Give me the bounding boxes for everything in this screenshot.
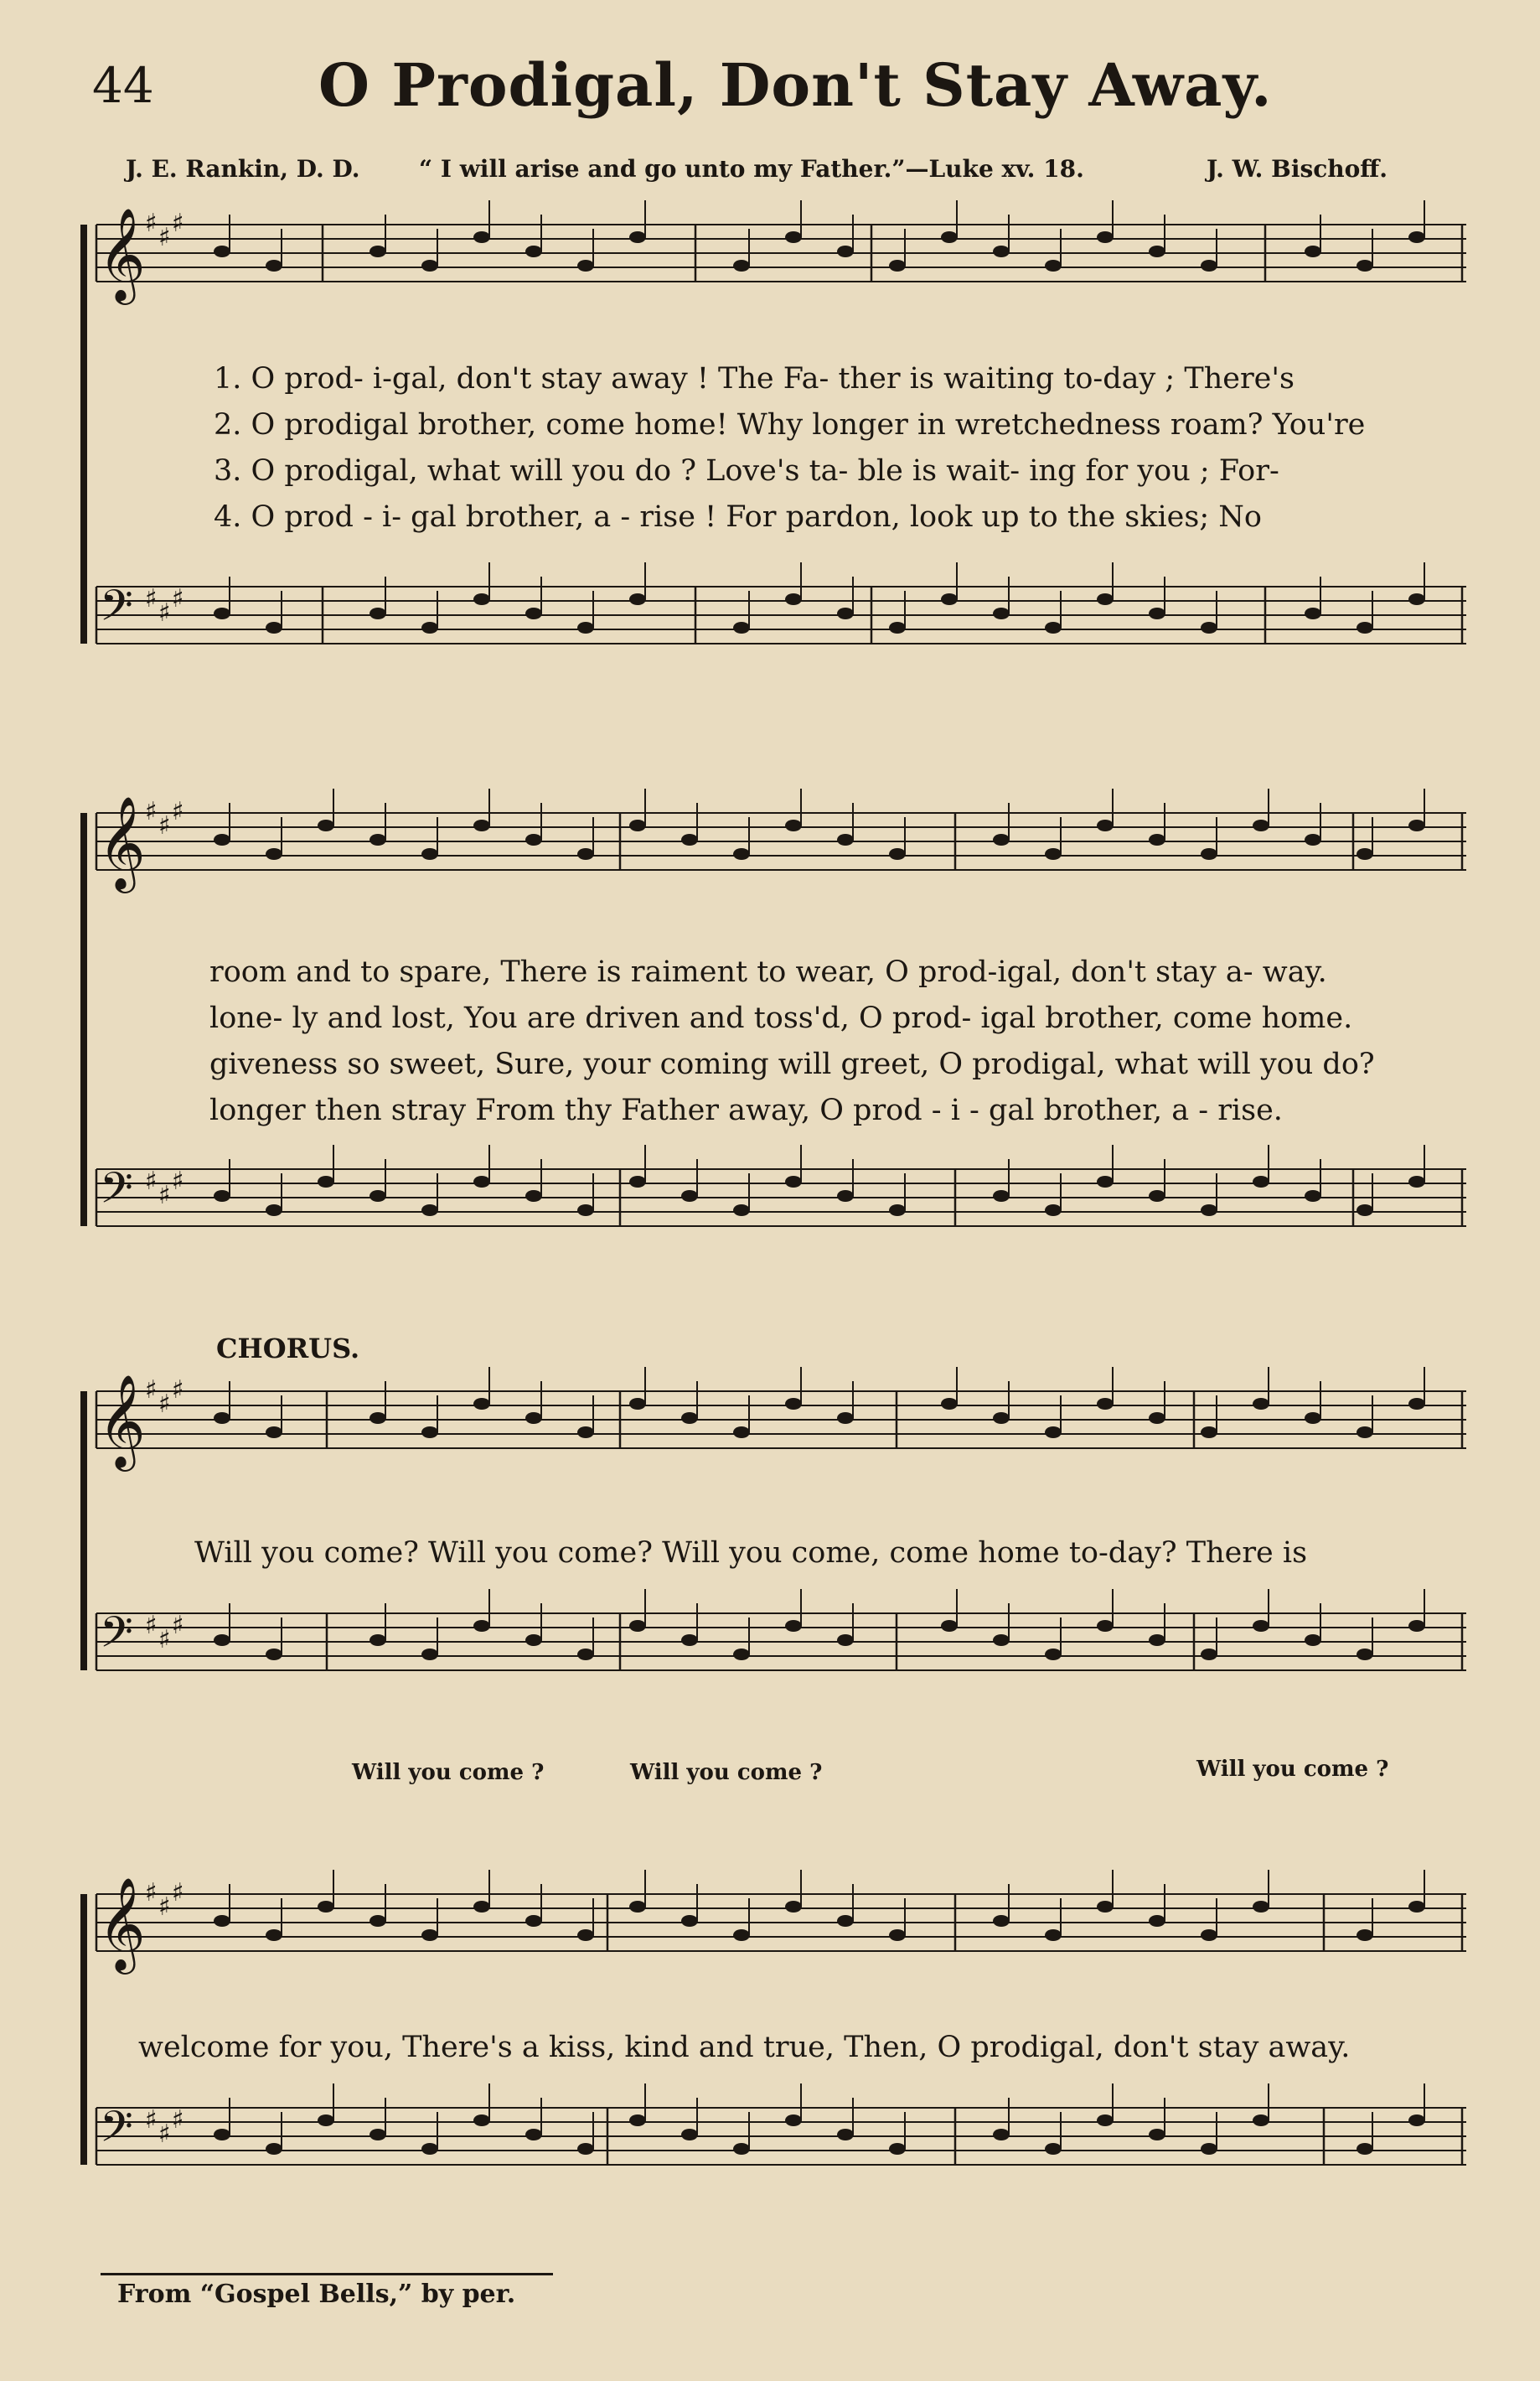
sharp-icon: ♯ (158, 1181, 171, 1210)
treble-clef-icon: 𝄞 (98, 1876, 146, 1970)
note-head (1253, 1620, 1269, 1632)
treble-clef-icon: 𝄞 (98, 795, 146, 889)
note-head (889, 1929, 906, 1941)
sharp-icon: ♯ (145, 2105, 158, 2135)
note-head (837, 2129, 854, 2140)
note-head (577, 1649, 594, 1660)
note-head (993, 608, 1010, 619)
sharp-icon: ♯ (158, 598, 171, 628)
note-head (629, 593, 646, 605)
note-head (577, 1204, 594, 1216)
note-head (993, 1915, 1010, 1927)
note-head (1253, 2114, 1269, 2126)
bass-clef-icon: 𝄢 (100, 580, 133, 641)
note-head (889, 260, 906, 272)
note-head (266, 1204, 282, 1216)
note-head (1305, 834, 1321, 846)
source-note: From “Gospel Bells,” by per. (117, 2280, 516, 2309)
note-head (214, 1634, 230, 1646)
note-head (1357, 260, 1373, 272)
note-head (421, 1649, 438, 1660)
verse-line: 1. O prod- i-gal, don't stay away ! The Fa- ther is waiting to-day ; There's (214, 362, 1295, 396)
note-head (733, 1929, 750, 1941)
note-head (1357, 1426, 1373, 1438)
note-head (369, 834, 386, 846)
note-head (1357, 1649, 1373, 1660)
note-head (369, 608, 386, 619)
note-head (369, 246, 386, 257)
note-head (1305, 1634, 1321, 1646)
note-head (837, 608, 854, 619)
note-head (785, 593, 802, 605)
note-head (941, 593, 958, 605)
note-head (1357, 2143, 1373, 2155)
note-head (681, 1412, 698, 1424)
note-head (473, 1176, 490, 1188)
note-head (837, 1190, 854, 1202)
note-head (785, 2114, 802, 2126)
note-head (1408, 1398, 1425, 1410)
note-head (785, 1176, 802, 1188)
hymn-title: O Prodigal, Don't Stay Away. (318, 50, 1273, 120)
note-head (318, 820, 334, 831)
sharp-icon: ♯ (158, 223, 171, 252)
note-head (318, 2114, 334, 2126)
note-head (421, 848, 438, 860)
note-head (1045, 848, 1062, 860)
note-head (421, 1426, 438, 1438)
note-head (1253, 820, 1269, 831)
note-head (1201, 1649, 1217, 1660)
note-head (1097, 231, 1114, 243)
note-head (1305, 246, 1321, 257)
note-head (733, 622, 750, 634)
note-head (577, 848, 594, 860)
note-head (1045, 1204, 1062, 1216)
note-head (473, 231, 490, 243)
note-head (1045, 1426, 1062, 1438)
note-head (1097, 1176, 1114, 1188)
sharp-icon: ♯ (145, 1167, 158, 1196)
note-head (941, 1398, 958, 1410)
lyricist-credit: J. E. Rankin, D. D. (126, 155, 360, 183)
note-head (733, 2143, 750, 2155)
note-head (629, 1620, 646, 1632)
note-head (1045, 1929, 1062, 1941)
note-head (837, 246, 854, 257)
note-head (1201, 1929, 1217, 1941)
note-head (525, 1412, 542, 1424)
note-head (369, 1412, 386, 1424)
note-head (1408, 2114, 1425, 2126)
note-head (525, 1915, 542, 1927)
note-head (421, 1204, 438, 1216)
note-head (1097, 2114, 1114, 2126)
note-head (1357, 1204, 1373, 1216)
sharp-icon: ♯ (158, 1892, 171, 1922)
note-head (1097, 1398, 1114, 1410)
note-head (629, 1398, 646, 1410)
note-head (681, 1190, 698, 1202)
note-head (214, 1190, 230, 1202)
note-head (577, 1929, 594, 1941)
note-head (1253, 1176, 1269, 1188)
sharp-icon: ♯ (145, 1878, 158, 1907)
sharp-icon: ♯ (172, 584, 184, 613)
note-head (993, 834, 1010, 846)
sharp-icon: ♯ (145, 1611, 158, 1640)
note-head (473, 2114, 490, 2126)
note-head (629, 820, 646, 831)
note-head (1149, 1412, 1165, 1424)
note-head (525, 1190, 542, 1202)
note-head (681, 2129, 698, 2140)
note-head (266, 848, 282, 860)
note-head (1097, 820, 1114, 831)
note-head (1097, 1901, 1114, 1913)
note-head (1201, 1426, 1217, 1438)
note-head (1149, 834, 1165, 846)
bass-clef-icon: 𝄢 (100, 2101, 133, 2162)
note-head (1305, 1190, 1321, 1202)
treble-clef-icon: 𝄞 (98, 207, 146, 301)
note-head (1201, 1204, 1217, 1216)
note-head (266, 1929, 282, 1941)
note-head (1045, 622, 1062, 634)
note-head (993, 1634, 1010, 1646)
sharp-icon: ♯ (172, 209, 184, 238)
note-head (785, 1620, 802, 1632)
note-head (1357, 848, 1373, 860)
note-head (1357, 622, 1373, 634)
note-head (837, 1915, 854, 1927)
note-head (525, 246, 542, 257)
note-head (369, 1915, 386, 1927)
note-head (214, 2129, 230, 2140)
bass-lyric: Will you come ? (352, 1760, 545, 1785)
note-head (1045, 1649, 1062, 1660)
note-head (473, 1620, 490, 1632)
note-head (266, 1649, 282, 1660)
note-head (1408, 1176, 1425, 1188)
note-head (1201, 260, 1217, 272)
note-head (733, 848, 750, 860)
note-head (681, 834, 698, 846)
note-head (525, 2129, 542, 2140)
note-head (1097, 593, 1114, 605)
note-head (266, 260, 282, 272)
note-head (473, 1398, 490, 1410)
note-head (889, 2143, 906, 2155)
note-head (1253, 1398, 1269, 1410)
sharp-icon: ♯ (158, 811, 171, 841)
note-head (1045, 2143, 1062, 2155)
bass-clef-icon: 𝄢 (100, 1162, 133, 1224)
verse-line: 2. O prodigal brother, come home! Why longer in wretchedness roam? You're (214, 408, 1366, 442)
bass-lyric: Will you come ? (1196, 1757, 1389, 1782)
note-head (837, 834, 854, 846)
note-head (681, 1634, 698, 1646)
note-head (1201, 622, 1217, 634)
note-head (993, 1190, 1010, 1202)
note-head (1408, 1901, 1425, 1913)
note-head (214, 1412, 230, 1424)
sharp-icon: ♯ (145, 797, 158, 826)
verse-line: longer then stray From thy Father away, O prod - i - gal brother, a - rise. (209, 1094, 1283, 1127)
note-head (733, 260, 750, 272)
note-head (1149, 1915, 1165, 1927)
note-head (577, 1426, 594, 1438)
sharp-icon: ♯ (145, 584, 158, 613)
verse-line: welcome for you, There's a kiss, kind and true, Then, O prodigal, don't stay away. (138, 2031, 1351, 2064)
note-head (941, 231, 958, 243)
sharp-icon: ♯ (158, 1390, 171, 1419)
note-head (214, 246, 230, 257)
verse-line: giveness so sweet, Sure, your coming will greet, O prodigal, what will you do? (209, 1048, 1375, 1081)
note-head (421, 260, 438, 272)
treble-clef-icon: 𝄞 (98, 1374, 146, 1467)
note-head (1408, 231, 1425, 243)
note-head (1305, 608, 1321, 619)
page-number: 44 (92, 57, 154, 114)
note-head (889, 848, 906, 860)
note-head (733, 1426, 750, 1438)
note-head (525, 834, 542, 846)
note-head (889, 1204, 906, 1216)
note-head (473, 1901, 490, 1913)
footnote-rule (101, 2273, 553, 2275)
note-head (421, 622, 438, 634)
note-head (1408, 820, 1425, 831)
sharp-icon: ♯ (172, 1878, 184, 1907)
note-head (214, 1915, 230, 1927)
note-head (525, 608, 542, 619)
note-head (421, 2143, 438, 2155)
note-head (1253, 1901, 1269, 1913)
bass-lyric: Will you come ? (630, 1760, 823, 1785)
sharp-icon: ♯ (172, 1375, 184, 1405)
verse-line: 4. O prod - i- gal brother, a - rise ! For pardon, look up to the skies; No (214, 500, 1262, 534)
note-head (1357, 1929, 1373, 1941)
note-head (1305, 1412, 1321, 1424)
sharp-icon: ♯ (158, 2120, 171, 2149)
chorus-label: CHORUS. (216, 1333, 360, 1364)
note-head (1149, 1190, 1165, 1202)
verse-line: room and to spare, There is raiment to wear, O prod-igal, don't stay a- way. (209, 955, 1327, 989)
note-head (1149, 2129, 1165, 2140)
note-head (629, 231, 646, 243)
note-head (214, 608, 230, 619)
note-head (889, 622, 906, 634)
note-head (421, 1929, 438, 1941)
note-head (369, 1190, 386, 1202)
note-head (369, 2129, 386, 2140)
note-head (473, 593, 490, 605)
note-head (473, 820, 490, 831)
sharp-icon: ♯ (158, 1625, 171, 1654)
note-head (577, 260, 594, 272)
note-head (318, 1901, 334, 1913)
note-head (577, 2143, 594, 2155)
note-head (266, 1426, 282, 1438)
note-head (1149, 608, 1165, 619)
note-head (266, 622, 282, 634)
note-head (993, 1412, 1010, 1424)
sharp-icon: ♯ (145, 209, 158, 238)
note-head (1149, 246, 1165, 257)
note-head (266, 2143, 282, 2155)
note-head (318, 1176, 334, 1188)
sharp-icon: ♯ (172, 797, 184, 826)
scripture-reference: “ I will arise and go unto my Father.”—Luke xv. 18. (419, 155, 1084, 183)
note-head (837, 1412, 854, 1424)
note-head (785, 820, 802, 831)
note-head (1097, 1620, 1114, 1632)
sharp-icon: ♯ (172, 2105, 184, 2135)
sharp-icon: ♯ (172, 1167, 184, 1196)
note-head (1201, 2143, 1217, 2155)
bass-clef-icon: 𝄢 (100, 1607, 133, 1668)
note-head (1045, 260, 1062, 272)
note-head (214, 834, 230, 846)
note-head (785, 1398, 802, 1410)
note-head (1408, 1620, 1425, 1632)
note-head (785, 231, 802, 243)
note-head (369, 1634, 386, 1646)
note-head (993, 2129, 1010, 2140)
composer-credit: J. W. Bischoff. (1207, 155, 1388, 183)
note-head (785, 1901, 802, 1913)
note-head (577, 622, 594, 634)
note-head (525, 1634, 542, 1646)
note-head (733, 1649, 750, 1660)
sharp-icon: ♯ (145, 1375, 158, 1405)
note-head (629, 2114, 646, 2126)
note-head (1149, 1634, 1165, 1646)
note-head (733, 1204, 750, 1216)
note-head (941, 1620, 958, 1632)
verse-line: 3. O prodigal, what will you do ? Love's ta- ble is wait- ing for you ; For- (214, 454, 1279, 488)
note-head (1408, 593, 1425, 605)
note-head (837, 1634, 854, 1646)
note-head (1201, 848, 1217, 860)
sharp-icon: ♯ (172, 1611, 184, 1640)
note-head (629, 1901, 646, 1913)
verse-line: lone- ly and lost, You are driven and toss'd, O prod- igal brother, come home. (209, 1002, 1353, 1035)
verse-line: Will you come? Will you come? Will you come, come home to-day? There is (194, 1536, 1308, 1570)
note-head (681, 1915, 698, 1927)
note-head (993, 246, 1010, 257)
note-head (629, 1176, 646, 1188)
